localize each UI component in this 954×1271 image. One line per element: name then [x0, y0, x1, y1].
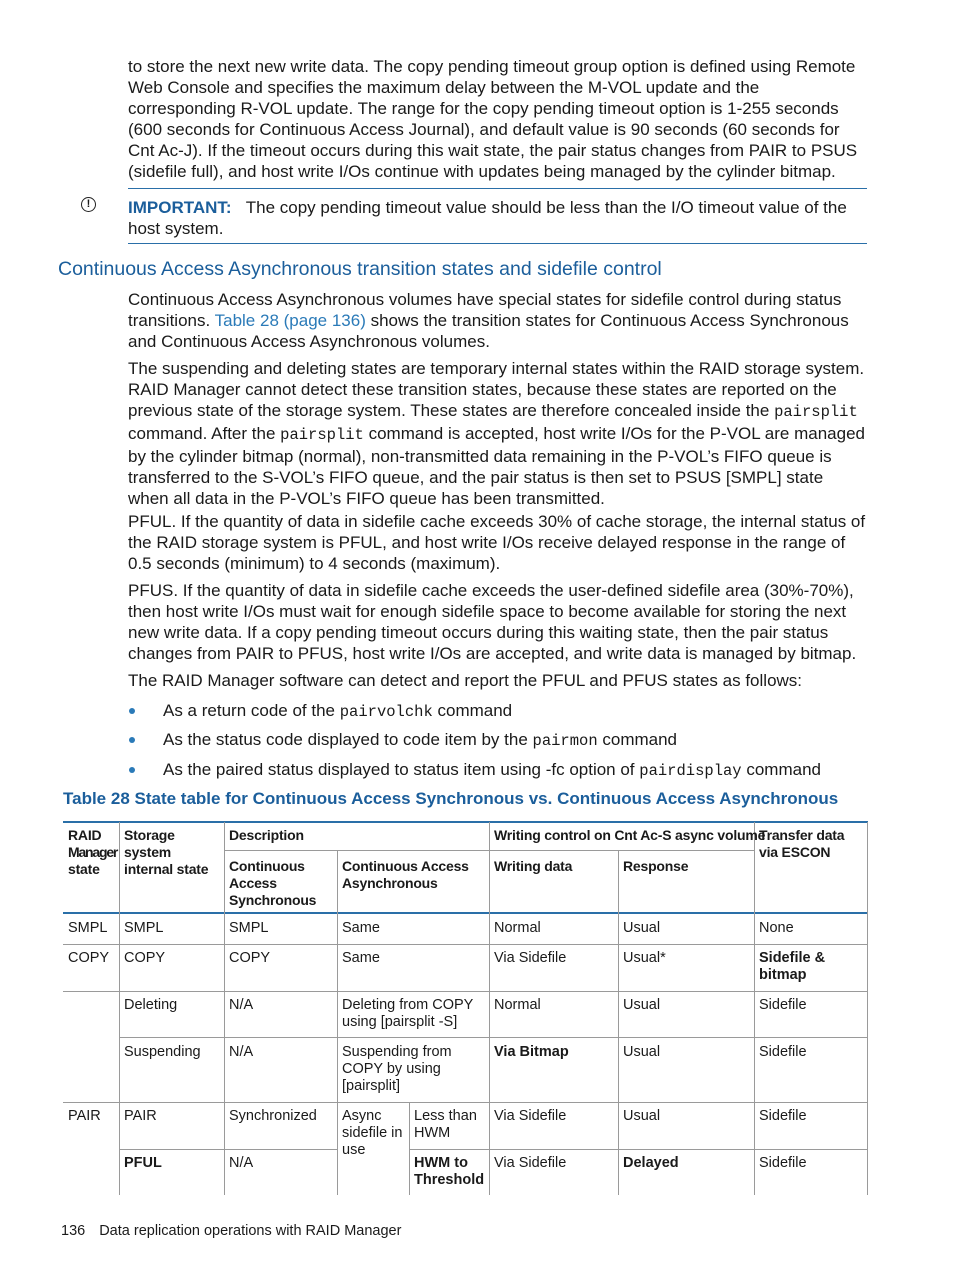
bullet-icon	[129, 767, 135, 773]
cell-internal-state: SMPL	[124, 920, 164, 936]
para1-before: Continuous Access Asynchronous volumes have special states for sidefile control during status transitions.	[128, 290, 842, 330]
cell-internal-state: Suspending	[124, 1044, 201, 1060]
cell-transfer: None	[759, 920, 794, 936]
cell-internal-state: COPY	[124, 950, 166, 966]
cell-rm-state: SMPL	[68, 920, 108, 936]
cell-transfer: Sidefile & bitmap	[759, 950, 826, 983]
cell-rm-state: PAIR	[68, 1108, 101, 1124]
para2-part1: The suspending and deleting states are temporary internal states within the RAID storage system. RAID Manager cannot detect these transition states, because these states are reported on the previous state of the storage system. These states are therefore concealed inside the	[128, 359, 865, 420]
cell-transfer: Sidefile	[759, 1044, 807, 1060]
header-response: Response	[623, 858, 689, 874]
cell-transfer: Sidefile	[759, 1155, 807, 1171]
bullet-text: command	[602, 730, 678, 749]
cell-response: Usual*	[623, 950, 666, 966]
pairdisplay-code: pairdisplay	[639, 762, 742, 780]
bullet-text: command	[437, 701, 513, 720]
important-label: IMPORTANT:	[128, 198, 232, 217]
pairsplit-code: pairsplit	[774, 403, 858, 421]
table-28-link[interactable]: Table 28 (page 136)	[214, 311, 366, 330]
cell-response: Usual	[623, 1044, 661, 1060]
table-header-rule	[63, 912, 868, 914]
page-footer	[61, 1223, 401, 1239]
cell-sync: N/A	[229, 1044, 254, 1060]
pairmon-code: pairmon	[532, 732, 598, 750]
cell-writing: Normal	[494, 997, 541, 1013]
cell-response: Usual	[623, 997, 661, 1013]
bullet-text: command	[746, 760, 821, 779]
paragraph-transitions	[128, 289, 868, 352]
note-divider-top	[128, 188, 867, 189]
cell-writing: Normal	[494, 920, 541, 936]
page-number: 136	[61, 1223, 86, 1239]
cell-internal-state: PFUL	[124, 1155, 162, 1171]
cell-writing: Via Sidefile	[494, 1108, 567, 1124]
para2-part3: command is accepted, host write I/Os for the P-VOL are managed by the cylinder bitmap (normal), non-transmitted data remaining in the P-VOL’s FIFO queue is transferred to the S-VOL’s FIFO queue, and the pair status is then set to PSUS [SMPL] state when all data in the P-VOL’s FIFO queue has been transmitted.	[128, 424, 865, 508]
cell-async-sub: HWM to Threshold	[414, 1155, 485, 1188]
cell-transfer: Sidefile	[759, 997, 807, 1013]
para1-after: shows the transition states for Continuous Access Synchronous and Continuous Access Asynchronous volumes.	[128, 311, 849, 351]
cell-response: Usual	[623, 920, 661, 936]
bullet-icon	[129, 737, 135, 743]
cell-writing: Via Sidefile	[494, 1155, 567, 1171]
cell-sync: N/A	[229, 997, 254, 1013]
note-divider-bottom	[128, 243, 867, 244]
paragraph-suspending-deleting	[128, 358, 868, 509]
cell-sync: SMPL	[229, 920, 269, 936]
header-storage-internal-state: Storage system internal state	[124, 827, 209, 877]
table-caption: Table 28 State table for Continuous Access Synchronous vs. Continuous Access Asynchronous	[63, 789, 839, 808]
bullet-text: As the paired status displayed to status item using -fc option of	[163, 760, 635, 779]
cell-response: Delayed	[623, 1155, 679, 1171]
cell-internal-state: PAIR	[124, 1108, 157, 1124]
paragraph-pful: PFUL. If the quantity of data in sidefile cache exceeds 30% of cache storage, the internal status of the RAID storage system is PFUL, and host write I/Os receive delayed response in the range of 0.5 seconds (minimum) to 4 seconds (maximum).	[128, 512, 866, 573]
paragraph-detect: The RAID Manager software can detect and report the PFUL and PFUS states as follows:	[128, 671, 803, 690]
header-desc-sync: Continuous Access Synchronous	[229, 858, 317, 908]
cell-async: Async sidefile in use	[342, 1108, 403, 1158]
cell-async: Deleting from COPY using [pairsplit -S]	[342, 997, 474, 1030]
footer-title: Data replication operations with RAID Manager	[99, 1223, 402, 1239]
cell-async: Same	[342, 920, 380, 936]
cell-async: Suspending from COPY by using [pairsplit]	[342, 1044, 452, 1094]
header-transfer: Transfer data via ESCON	[759, 827, 845, 860]
cell-response: Usual	[623, 1108, 661, 1124]
cell-sync: COPY	[229, 950, 271, 966]
cell-transfer: Sidefile	[759, 1108, 807, 1124]
important-text: The copy pending timeout value should be less than the I/O timeout value of the host system.	[128, 198, 847, 238]
cell-writing: Via Bitmap	[494, 1044, 569, 1060]
pairvolchk-code: pairvolchk	[339, 703, 433, 721]
header-desc-async: Continuous Access Asynchronous	[342, 858, 469, 891]
exclamation-circle-icon: !	[81, 197, 96, 212]
pairsplit-code: pairsplit	[280, 426, 364, 444]
bullet-text: As a return code of the	[163, 701, 335, 720]
header-raid-manager-state: RAID Manager state	[68, 827, 118, 877]
header-writing-control: Writing control on Cnt Ac-S async volume	[494, 827, 766, 843]
cell-async: Same	[342, 950, 380, 966]
intro-paragraph: to store the next new write data. The copy pending timeout group option is defined using Remote Web Console and specifies the maximum delay between the M-VOL update and the corresponding R-VOL update. The range for the copy pending timeout option is 1-255 seconds (600 seconds for Continuous Access Journal), and default value is 90 seconds (60 seconds for Cnt Ac-J). If the timeout occurs during this wait state, the pair status changes from PAIR to PSUS (sidefile full), and host write I/Os continue with updates being managed by the cylinder bitmap.	[128, 57, 858, 181]
bullet-icon	[129, 708, 135, 714]
header-writing-data: Writing data	[494, 858, 573, 874]
bullet-text: As the status code displayed to code item by the	[163, 730, 528, 749]
cell-sync: N/A	[229, 1155, 254, 1171]
important-note	[128, 197, 868, 239]
cell-internal-state: Deleting	[124, 997, 178, 1013]
section-heading: Continuous Access Asynchronous transition states and sidefile control	[58, 258, 662, 280]
cell-sync: Synchronized	[229, 1108, 317, 1124]
cell-writing: Via Sidefile	[494, 950, 567, 966]
header-description: Description	[229, 827, 304, 843]
paragraph-pfus: PFUS. If the quantity of data in sidefile cache exceeds the user-defined sidefile area (30%-70%), then host write I/Os must wait for enough sidefile space to become available for storing the next new write data. If a copy pending timeout occurs during this waiting state, then the pair status changes from PAIR to PFUS, host write I/Os are accepted, and write data is managed by bitmap.	[128, 581, 857, 663]
cell-async-sub: Less than HWM	[414, 1108, 477, 1141]
cell-rm-state: COPY	[68, 950, 110, 966]
para2-part2: command. After the	[128, 424, 276, 443]
